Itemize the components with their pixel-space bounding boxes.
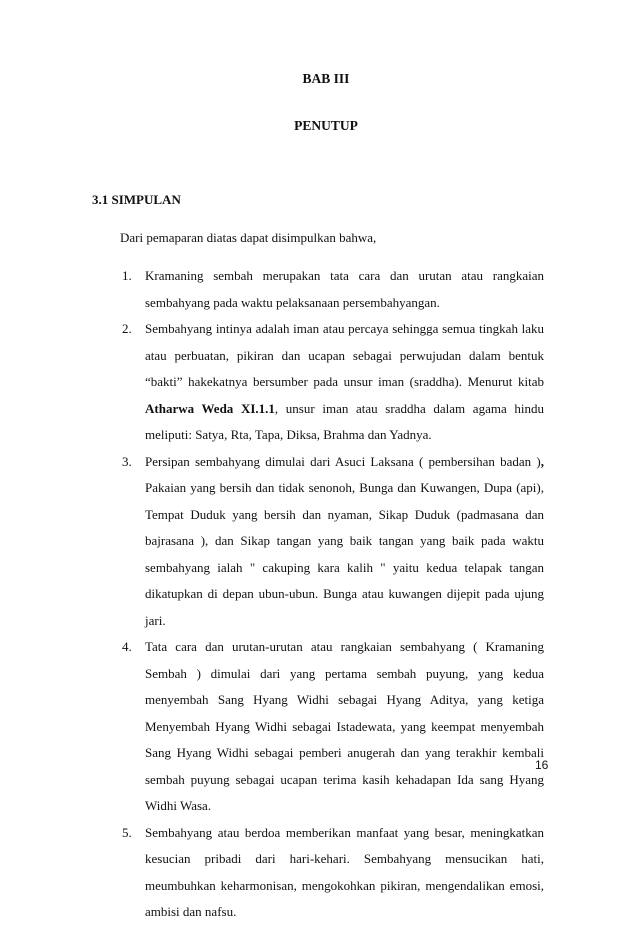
section-intro: Dari pemaparan diatas dapat disimpulkan bahwa, <box>120 230 377 245</box>
list-item-text: Pakaian yang bersih dan tidak senonoh, Bunga dan Kuwangen, Dupa (api), Tempat Duduk yang bersih dan nyaman, Sikap Duduk (padmasana dan bajrasana ), dan Sikap tangan yang baik tangan yang baik pada waktu sembahyang ialah " cakuping kara kalih " yaitu kedua telapak tangan dikatupkan di depan ubun-ubun. Bunga atau kuwangen dijepit pada ujung jari. <box>145 480 544 628</box>
list-item <box>120 263 544 316</box>
list-item-bold-text: Atharwa Weda XI.1.1 <box>145 400 275 416</box>
section-heading: 3.1 SIMPULAN <box>92 192 181 207</box>
list-item <box>120 634 544 820</box>
list-item-text: Kramaning sembah merupakan tata cara dan urutan atau rangkaian sembahyang pada waktu pelaksanaan persembahyangan. <box>145 268 544 310</box>
chapter-number: BAB III <box>302 71 350 86</box>
list-item-text: , unsur iman atau sraddha dalam agama hindu meliputi: Satya, Rta, Tapa, Diksa, Brahma dan Yadnya. <box>145 400 544 442</box>
list-item-bold-text: , <box>540 453 544 469</box>
list-item <box>120 316 544 449</box>
page-number: 16 <box>535 758 549 772</box>
list-item-text: Sembahyang intinya adalah iman atau percaya sehingga semua tingkah laku atau perbuatan, pikiran dan ucapan sebagai perwujudan dalam bentuk “bakti” hakekatnya bersumber pada unsur iman (sraddha). Menurut kitab <box>145 321 544 389</box>
list-item-number: 1. <box>122 268 132 283</box>
list-item <box>120 820 544 926</box>
list-item-number: 4. <box>122 639 132 654</box>
conclusion-list <box>120 263 544 926</box>
chapter-title: PENUTUP <box>294 118 358 133</box>
list-item-number: 2. <box>122 321 132 336</box>
list-item-number: 5. <box>122 824 132 840</box>
list-item-text: Sembahyang atau berdoa memberikan manfaat yang besar, meningkatkan kesucian pribadi dari hari-kehari. Sembahyang mensucikan hati, meumbuhkan keharmonisan, mengokohkan pikiran, mengendalikan emosi, ambisi dan nafsu. <box>145 824 544 919</box>
list-item <box>120 449 544 635</box>
list-item-text: Tata cara dan urutan-urutan atau rangkaian sembahyang ( Kramaning Sembah ) dimulai dari yang pertama sembah puyung, yang kedua menyembah Sang Hyang Widhi sebagai Hyang Aditya, yang ketiga Menyembah Hyang Widhi sebagai Istadewata, yang keempat menyembah Sang Hyang Widhi sebagai pemberi anugerah dan yang terakhir kembali sembah puyung sebagai ucapan terima kasih kehadapan Ida sang Hyang Widhi Wasa. <box>145 639 544 813</box>
list-item-number: 3. <box>122 453 132 469</box>
list-item-text: Persipan sembahyang dimulai dari Asuci Laksana ( pembersihan badan ) <box>145 453 541 469</box>
